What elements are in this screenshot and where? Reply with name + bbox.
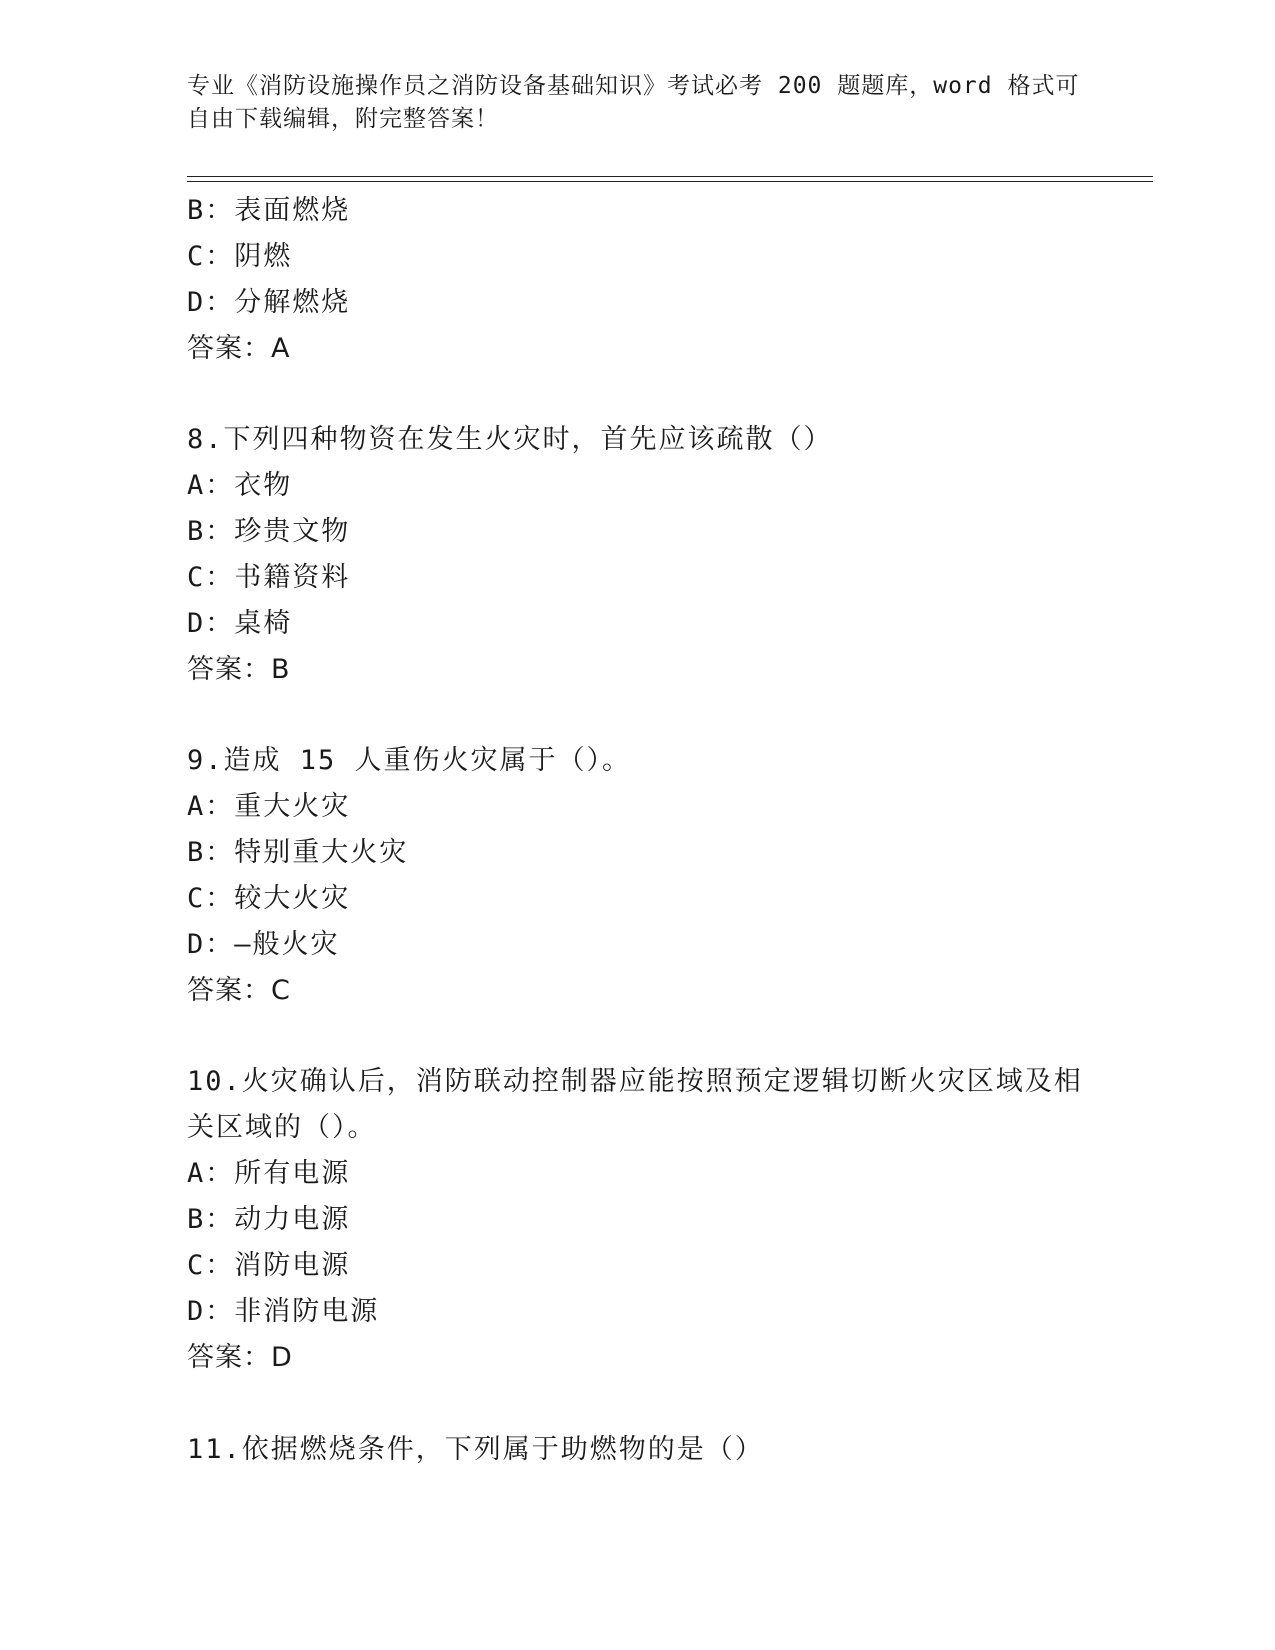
option-b: B：表面燃烧 bbox=[187, 195, 351, 226]
option-a: A：所有电源 bbox=[187, 1158, 351, 1189]
question-block-10 bbox=[187, 1059, 1087, 1381]
option-c: C：较大火灾 bbox=[187, 883, 351, 914]
option-b: B：动力电源 bbox=[187, 1204, 351, 1235]
question-list bbox=[187, 188, 1087, 1473]
question-block-9 bbox=[187, 738, 1087, 1014]
option-d: D：桌椅 bbox=[187, 608, 293, 639]
option-d: D：分解燃烧 bbox=[187, 287, 351, 318]
question-text: 8.下列四种物资在发生火灾时，首先应该疏散（） bbox=[187, 424, 833, 455]
document-header bbox=[187, 70, 1080, 136]
question-text-line-2: 关区域的（）。 bbox=[187, 1112, 377, 1143]
option-b: B：珍贵文物 bbox=[187, 516, 351, 547]
question-block-8 bbox=[187, 417, 1087, 693]
spacer bbox=[187, 693, 1087, 738]
spacer bbox=[187, 1381, 1087, 1427]
header-title-line-2: 自由下载编辑，附完整答案！ bbox=[187, 106, 499, 132]
header-title-line-1: 专业《消防设施操作员之消防设备基础知识》考试必考 200 题题库，word 格式可 bbox=[187, 73, 1080, 99]
option-a: A：衣物 bbox=[187, 470, 293, 501]
spacer bbox=[187, 372, 1087, 417]
answer-label: 答案：C bbox=[187, 975, 291, 1006]
option-d: D：—般火灾 bbox=[187, 929, 340, 960]
answer-label: 答案：B bbox=[187, 654, 291, 685]
question-text-line-1: 10.火灾确认后，消防联动控制器应能按照预定逻辑切断火灾区域及相 bbox=[187, 1066, 1083, 1097]
answer-label: 答案：D bbox=[187, 1342, 293, 1373]
header-divider-top bbox=[187, 176, 1153, 177]
option-d: D：非消防电源 bbox=[187, 1296, 380, 1327]
question-text: 11.依据燃烧条件，下列属于助燃物的是（） bbox=[187, 1434, 764, 1465]
question-block-11 bbox=[187, 1427, 1087, 1473]
question-block-7 bbox=[187, 188, 1087, 372]
question-text: 9.造成 15 人重伤火灾属于（）。 bbox=[187, 745, 632, 776]
option-a: A：重大火灾 bbox=[187, 791, 351, 822]
option-c: C：书籍资料 bbox=[187, 562, 351, 593]
spacer bbox=[187, 1014, 1087, 1059]
answer-label: 答案：A bbox=[187, 333, 291, 364]
option-b: B：特别重大火灾 bbox=[187, 837, 409, 868]
header-divider-bottom bbox=[187, 181, 1153, 182]
option-c: C：消防电源 bbox=[187, 1250, 351, 1281]
option-c: C：阴燃 bbox=[187, 241, 293, 272]
